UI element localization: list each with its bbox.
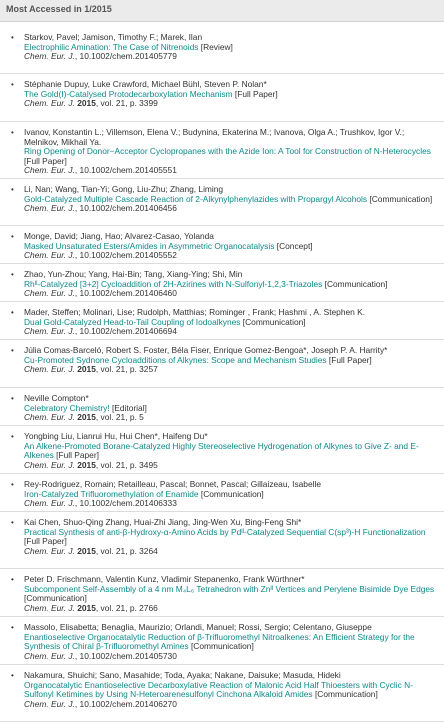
article-type: [Communication] [312, 689, 378, 700]
article-title-line [24, 585, 438, 604]
journal-name: Chem. Eur. J. [24, 165, 75, 176]
citation-detail: , 10.1002/chem.201406456 [74, 203, 177, 214]
article-title-line [24, 681, 438, 700]
article-type: [Full Paper] [24, 536, 67, 547]
citation-detail: , 10.1002/chem.201405779 [74, 51, 177, 62]
article-title-link[interactable]: The Gold(I)-Catalysed Protodecarboxylation Mechanism [24, 88, 233, 99]
article-citation [24, 461, 438, 471]
citation-detail: , vol. 21, p. 2766 [95, 602, 158, 613]
article-authors: Ivanov, Konstantin L.; Villemson, Elena V.; Budynina, Ekaterina M.; Ivanova, Olga A.; Trushkov, Igor V.; Melnikov, Mikhail Ya. [24, 127, 405, 147]
bullet-icon: • [11, 232, 14, 241]
bullet-icon: • [11, 480, 14, 489]
list-item [0, 27, 444, 74]
journal-name: Chem. Eur. J. [24, 498, 75, 509]
bullet-icon: • [11, 518, 14, 527]
journal-name: Chem. Eur. J. [24, 98, 75, 109]
article-title-link[interactable]: Organocatalytic Enantioselective Decarboxylative Reaction of Malonic Acid Half Thioesters with Cyclic N-Sulfonyl Ketimines by Using N-Heteroarenesulfonyl Cinchona Alkaloid Amides [24, 679, 413, 700]
article-authors: Júlia Comas-Barceló, Robert S. Foster, Béla Fiser, Enrique Gomez-Bengoa*, Joseph P. A. Harrity* [24, 345, 388, 355]
bullet-icon: • [11, 575, 14, 584]
article-title-line [24, 147, 438, 166]
article-year: 2015 [77, 459, 96, 470]
article-citation [24, 700, 438, 710]
article-year: 2015 [77, 98, 96, 109]
article-citation [24, 327, 438, 337]
article-list [0, 27, 444, 722]
article-title-link[interactable]: An Alkene-Promoted Borane-Catalyzed Highly Stereoselective Hydrogenation of Alkynes to Give Z- and E-Alkenes [24, 440, 419, 461]
article-year: 2015 [77, 545, 96, 556]
list-item [0, 179, 444, 226]
bullet-icon: • [11, 33, 14, 42]
article-type: [Communication] [188, 641, 254, 652]
article-type: [Full Paper] [53, 450, 99, 461]
list-item [0, 512, 444, 569]
article-title-link[interactable]: Iron-Catalyzed Trifluoromethylation of Enamide [24, 488, 199, 499]
article-authors: Rey-Rodriguez, Romain; Retailleau, Pascal; Bonnet, Pascal; Gillaizeau, Isabelle [24, 479, 321, 489]
article-citation [24, 604, 438, 614]
citation-detail: , vol. 21, p. 3257 [95, 364, 158, 375]
bullet-icon: • [11, 346, 14, 355]
article-authors: Neville Compton* [24, 393, 89, 403]
list-item [0, 388, 444, 426]
section-header [0, 0, 444, 22]
article-title-link[interactable]: Masked Unsaturated Esters/Amides in Asymmetric Organocatalysis [24, 240, 275, 251]
article-citation [24, 166, 438, 176]
article-type: [Communication] [367, 193, 433, 204]
list-item [0, 122, 444, 179]
article-type: [Review] [198, 41, 233, 52]
journal-name: Chem. Eur. J. [24, 602, 75, 613]
article-citation [24, 251, 438, 261]
article-citation [24, 413, 438, 423]
article-title-link[interactable]: Enantioselective Organocatalytic Reduction of β-Trifluoromethyl Nitroalkenes: An Efficient Strategy for the Synthesis of Chiral β-Trifluoromethyl Amines [24, 631, 415, 652]
bullet-icon: • [11, 432, 14, 441]
list-item [0, 226, 444, 264]
citation-detail: , vol. 21, p. 3264 [95, 545, 158, 556]
article-type: [Communication] [322, 278, 388, 289]
bullet-icon: • [11, 128, 14, 137]
journal-name: Chem. Eur. J. [24, 412, 75, 423]
journal-name: Chem. Eur. J. [24, 698, 75, 709]
citation-detail: , 10.1002/chem.201405551 [74, 165, 177, 176]
article-authors: Monge, David; Jiang, Hao; Alvarez-Casao, Yolanda [24, 231, 214, 241]
journal-name: Chem. Eur. J. [24, 459, 75, 470]
article-title-line [24, 528, 438, 547]
citation-detail: , 10.1002/chem.201406333 [74, 498, 177, 509]
article-citation [24, 499, 438, 509]
citation-detail: , 10.1002/chem.201406270 [74, 698, 177, 709]
section-title: Most Accessed in 1/2015 [6, 4, 112, 14]
article-authors: Nakamura, Shuichi; Sano, Masahide; Toda, Ayaka; Nakane, Daisuke; Masuda, Hideki [24, 670, 341, 680]
journal-name: Chem. Eur. J. [24, 203, 75, 214]
article-title-link[interactable]: Celebratory Chemistry! [24, 402, 110, 413]
article-type: [Concept] [274, 240, 313, 251]
article-citation [24, 289, 438, 299]
bullet-icon: • [11, 671, 14, 680]
article-title-link[interactable]: Electrophilic Amination: The Case of Nitrenoids [24, 41, 199, 52]
article-title-link[interactable]: Subcomponent Self-Assembly of a 4 nm M₄L₆ Tetrahedron with Znᴵᴵ Vertices and Perylene Bisimide Dye Edges [24, 583, 435, 594]
article-title-link[interactable]: Cu-Promoted Sydnone Cycloadditions of Alkynes: Scope and Mechanism Studies [24, 354, 327, 365]
list-item [0, 474, 444, 512]
article-title-link[interactable]: Practical Synthesis of anti-β-Hydroxy-α-Amino Acids by Pdᴵᴵ-Catalyzed Sequential C(sp³)-H Functionalization [24, 526, 426, 537]
article-authors: Massolo, Elisabetta; Benaglia, Maurizio; Orlandi, Manuel; Rossi, Sergio; Celentano, Giuseppe [24, 622, 372, 632]
citation-detail: , vol. 21, p. 3399 [95, 98, 158, 109]
list-item [0, 74, 444, 122]
article-citation [24, 652, 438, 662]
article-authors: Stéphanie Dupuy, Luke Crawford, Michael Bühl, Steven P. Nolan* [24, 79, 267, 89]
citation-detail: , vol. 21, p. 5 [95, 412, 144, 423]
journal-name: Chem. Eur. J. [24, 364, 75, 375]
article-title-link[interactable]: Dual Gold-Catalyzed Head-to-Tail Coupling of Iodoalkynes [24, 316, 241, 327]
article-type: [Full Paper] [232, 88, 278, 99]
journal-name: Chem. Eur. J. [24, 51, 75, 62]
article-type: [Communication] [198, 488, 264, 499]
article-citation [24, 99, 438, 109]
article-citation [24, 547, 438, 557]
article-authors: Kai Chen, Shuo-Qing Zhang, Huai-Zhi Jiang, Jing-Wen Xu, Bing-Feng Shi* [24, 517, 302, 527]
list-item [0, 426, 444, 474]
journal-name: Chem. Eur. J. [24, 326, 75, 337]
journal-name: Chem. Eur. J. [24, 545, 75, 556]
citation-detail: , vol. 21, p. 3495 [95, 459, 158, 470]
article-citation [24, 204, 438, 214]
bullet-icon: • [11, 394, 14, 403]
article-type: [Full Paper] [326, 354, 372, 365]
list-item [0, 264, 444, 302]
journal-name: Chem. Eur. J. [24, 288, 75, 299]
article-authors: Li, Nan; Wang, Tian-Yi; Gong, Liu-Zhu; Zhang, Liming [24, 184, 224, 194]
article-title-line [24, 442, 438, 461]
article-title-link[interactable]: Rhᴵᴵ-Catalyzed [3+2] Cycloaddition of 2H-Azirines with N-Sulfonyl-1,2,3-Triazoles [24, 278, 323, 289]
citation-detail: , 10.1002/chem.201405552 [74, 250, 177, 261]
bullet-icon: • [11, 185, 14, 194]
article-type: [Editorial] [109, 402, 147, 413]
article-title-line [24, 633, 438, 652]
article-type: [Full Paper] [24, 155, 67, 166]
article-authors: Starkov, Pavel; Jamison, Timothy F.; Marek, Ilan [24, 32, 203, 42]
journal-name: Chem. Eur. J. [24, 250, 75, 261]
article-authors: Peter D. Frischmann, Valentin Kunz, Vladimir Stepanenko, Frank Würthner* [24, 574, 305, 584]
article-title-link[interactable]: Ring Opening of Donor−Acceptor Cyclopropanes with the Azide Ion: A Tool for Construction of N-Heterocycles [24, 146, 431, 157]
article-year: 2015 [77, 412, 96, 423]
bullet-icon: • [11, 270, 14, 279]
bullet-icon: • [11, 308, 14, 317]
article-authors: Yongbing Liu, Lianrui Hu, Hui Chen*, Haifeng Du* [24, 431, 208, 441]
article-citation [24, 365, 438, 375]
article-type: [Communication] [24, 593, 87, 604]
article-authors: Zhao, Yun-Zhou; Yang, Hai-Bin; Tang, Xiang-Ying; Shi, Min [24, 269, 243, 279]
article-authors: Mader, Steffen; Molinari, Lise; Rudolph, Matthias; Rominger , Frank; Hashmi , A. Stephen K. [24, 307, 366, 317]
citation-detail: , 10.1002/chem.201405730 [74, 650, 177, 661]
citation-detail: , 10.1002/chem.201406460 [74, 288, 177, 299]
bullet-icon: • [11, 80, 14, 89]
journal-name: Chem. Eur. J. [24, 650, 75, 661]
list-item [0, 665, 444, 722]
list-item [0, 340, 444, 388]
list-item [0, 617, 444, 665]
article-type: [Communication] [240, 316, 306, 327]
list-item [0, 569, 444, 617]
article-citation [24, 52, 438, 62]
citation-detail: , 10.1002/chem.201406694 [74, 326, 177, 337]
article-title-link[interactable]: Gold-Catalyzed Multiple Cascade Reaction of 2-Alkynylphenylazides with Propargyl Alcohols [24, 193, 368, 204]
article-year: 2015 [77, 602, 96, 613]
bullet-icon: • [11, 623, 14, 632]
article-year: 2015 [77, 364, 96, 375]
list-item [0, 302, 444, 340]
